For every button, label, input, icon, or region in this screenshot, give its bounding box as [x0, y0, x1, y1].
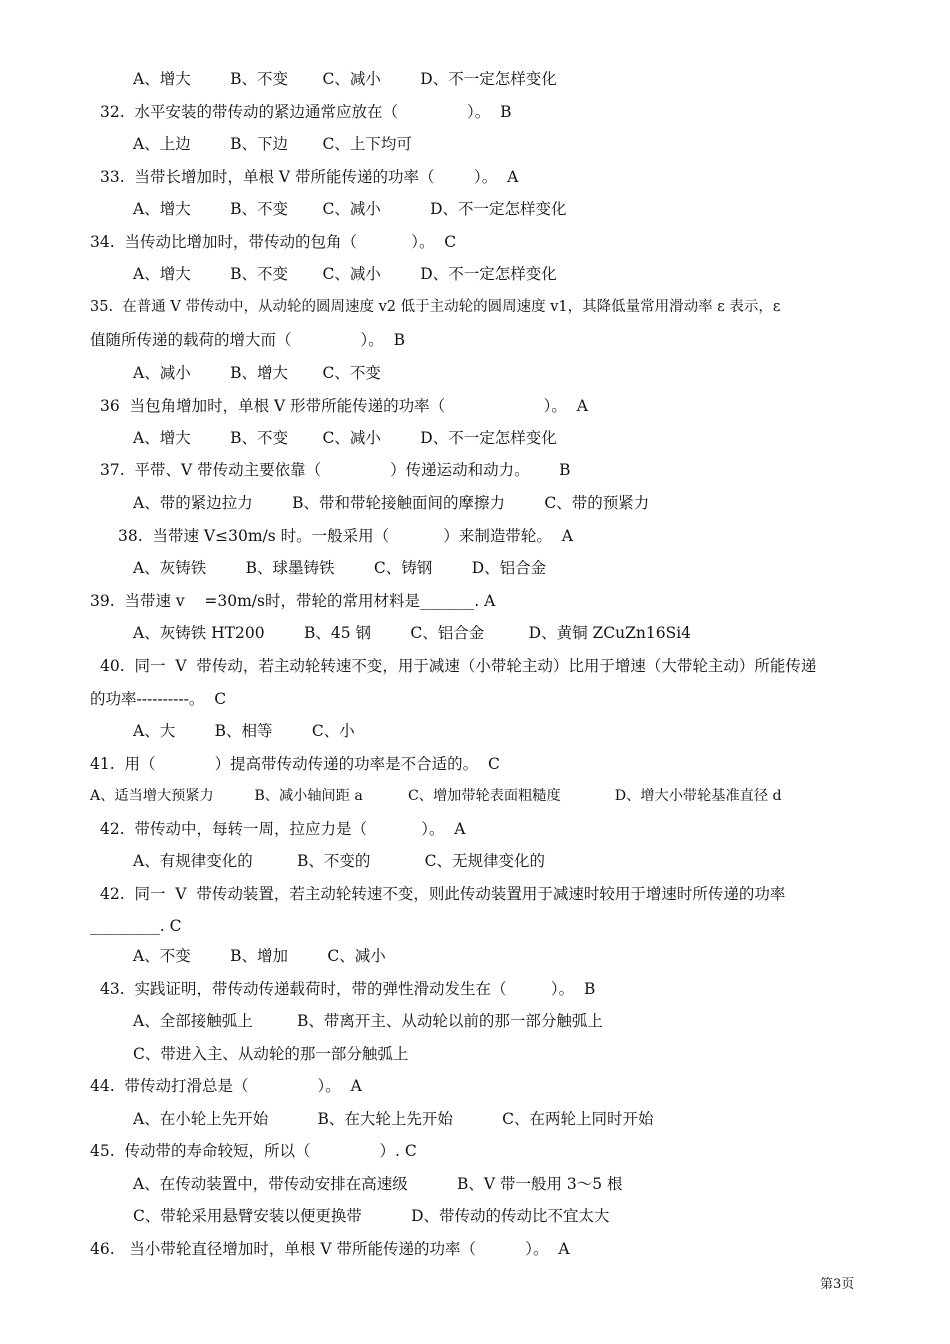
text-line: 32. 水平安装的带传动的紧边通常应放在（ ）。 B: [100, 103, 512, 121]
text-line: C、带轮采用悬臂安装以便更换带 D、带传动的传动比不宜太大: [133, 1207, 610, 1225]
text-line: 42. 同一 V 带传动装置，若主动轮转速不变，则此传动装置用于减速时较用于增速时所传递的功率: [100, 885, 786, 903]
text-line: A、不变 B、增加 C、减小: [133, 947, 386, 965]
text-line: A、在小轮上先开始 B、在大轮上先开始 C、在两轮上同时开始: [133, 1110, 654, 1128]
text-line: 46. 当小带轮直径增加时，单根 V 带所能传递的功率（ ）。 A: [90, 1240, 570, 1258]
text-line: A、上边 B、下边 C、上下均可: [133, 135, 412, 153]
text-line: 44. 带传动打滑总是（ ）。 A: [90, 1077, 362, 1095]
text-line: 39. 当带速 v =30m/s时，带轮的常用材料是_______. A: [90, 592, 496, 610]
text-line: A、大 B、相等 C、小: [133, 722, 355, 740]
text-line: 值随所传递的载荷的增大而（ ）。 B: [90, 331, 405, 349]
text-line: _________. C: [90, 917, 182, 935]
text-line: A、在传动装置中，带传动安排在高速级 B、V 带一般用 3～5 根: [133, 1175, 623, 1193]
text-line: A、有规律变化的 B、不变的 C、无规律变化的: [133, 852, 545, 870]
text-line: A、增大 B、不变 C、减小 D、不一定怎样变化: [133, 265, 557, 283]
text-line: 42. 带传动中，每转一周，拉应力是（ ）。 A: [100, 820, 466, 838]
text-line: 37. 平带、V 带传动主要依靠（ ）传递运动和动力。 B: [100, 461, 571, 479]
text-line: A、增大 B、不变 C、减小 D、不一定怎样变化: [133, 70, 557, 88]
text-line: A、灰铸铁 B、球墨铸铁 C、铸钢 D、铝合金: [133, 559, 547, 577]
text-line: A、增大 B、不变 C、减小 D、不一定怎样变化: [133, 200, 567, 218]
text-line: A、减小 B、增大 C、不变: [133, 364, 381, 382]
text-line: 40. 同一 V 带传动，若主动轮转速不变，用于减速（小带轮主动）比用于增速（大带轮主动）所能传递: [100, 657, 817, 675]
page-number: 第3页: [820, 1277, 855, 1292]
text-line: 45. 传动带的寿命较短，所以（ ）. C: [90, 1142, 417, 1160]
text-line: 41. 用（ ）提高带传动传递的功率是不合适的。 C: [90, 755, 500, 773]
text-line: C、带进入主、从动轮的那一部分触弧上: [133, 1045, 409, 1063]
text-line: 的功率----------。 C: [90, 690, 227, 708]
text-line: 35. 在普通 V 带传动中，从动轮的圆周速度 v2 低于主动轮的圆周速度 v1，其降低量常用滑动率 ε 表示，ε: [90, 299, 781, 315]
text-line: A、全部接触弧上 B、带离开主、从动轮以前的那一部分触弧上: [133, 1012, 603, 1030]
text-line: 36 当包角增加时，单根 V 形带所能传递的功率（ ）。 A: [100, 397, 588, 415]
text-line: 34. 当传动比增加时，带传动的包角（ ）。 C: [90, 233, 457, 251]
text-line: 43. 实践证明，带传动传递载荷时，带的弹性滑动发生在（ ）。 B: [100, 980, 596, 998]
text-line: 33. 当带长增加时，单根 V 带所能传递的功率（ ）。 A: [100, 168, 519, 186]
text-line: A、适当增大预紧力 B、减小轴间距 a C、增加带轮表面粗糙度 D、增大小带轮基准直径 d: [90, 788, 782, 804]
text-line: A、增大 B、不变 C、减小 D、不一定怎样变化: [133, 429, 557, 447]
text-line: A、灰铸铁 HT200 B、45 钢 C、铝合金 D、黄铜 ZCuZn16Si4: [133, 624, 692, 642]
text-line: 38. 当带速 V≤30m/s 时。一般采用（ ）来制造带轮。 A: [118, 527, 573, 545]
text-line: A、带的紧边拉力 B、带和带轮接触面间的摩擦力 C、带的预紧力: [133, 494, 650, 512]
